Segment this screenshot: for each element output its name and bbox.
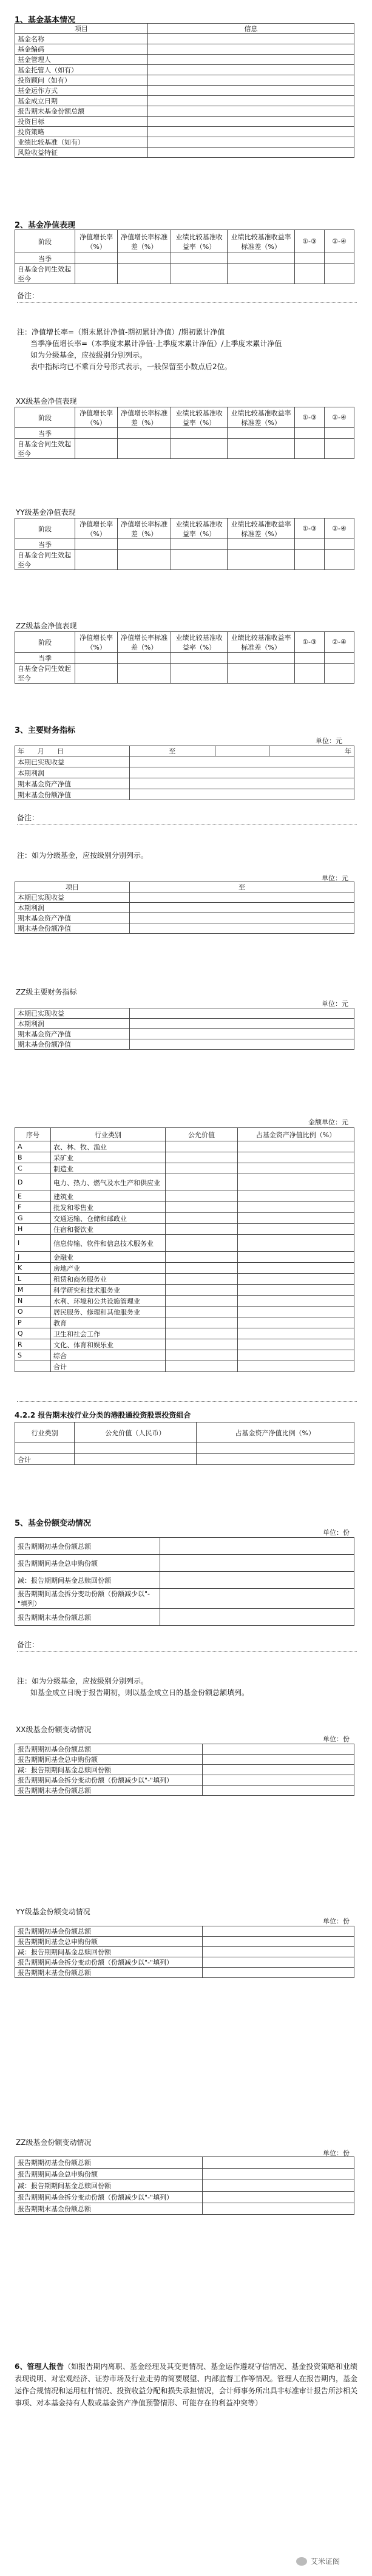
xx-nav-title: XX级基金净值表现 (16, 397, 77, 406)
xx-share-table: 报告期期初基金份额总额 报告期期间基金总申购份额 减：报告期期间基金总赎回份额 报告期期间基金拆分变动份额（份额减少以"-"填列） 报告期期末基金份额总额 (15, 1744, 354, 1796)
note-label: 备注： (17, 814, 39, 822)
zz-share-title: ZZ级基金份额变动情况 (16, 2138, 92, 2147)
row-label: 投资目标 (15, 117, 148, 127)
yy-nav-table: 阶段 净值增长率（%） 净值增长率标准差（%） 业绩比较基准收益率（%） 业绩比较基准收益率标准差（%） ①-③ ②-④ 当季 自基金合同生效起至今 (15, 518, 354, 570)
row-label: 业绩比较基准（如有） (15, 137, 148, 148)
financial-index-table-2: 项目 至 本期已实现收益 本期利润 期末基金资产净值 期末基金份额净值 (15, 882, 354, 934)
basic-info-table (15, 23, 354, 158)
col-diff1: ①-③ (295, 230, 325, 253)
col-growth: 净值增长率（%） (75, 230, 118, 253)
row-label: 本期利润 (15, 767, 130, 778)
section3-title: 3、主要财务指标 (15, 726, 76, 735)
row-label: 投资顾问（如有） (15, 75, 148, 86)
unit-label: 单位：元 (316, 737, 342, 745)
row-label: 基金托管人（如有） (15, 65, 148, 75)
row-label: 投资策略 (15, 127, 148, 137)
row-label: 基金运作方式 (15, 86, 148, 96)
industry-table: 序号 行业类别 公允价值 占基金资产净值比例（%） A 农、林、牧、渔业 B 采矿业 C 制造业 D 电力、热力、燃气及水生产和供应业 E 建筑业 F 批发和零售业 G 交通运输、仓储和邮政业 H 住宿和餐饮业 I 信息传输、软件和信息技术服务业 J 金融业 K 房地产业 L 租赁和商务服务业 M 科学研究和技术服务业 N 水利、环境和公共设施管理业 O 居民服务、修理和其他服务业 P 教育 Q 卫生和社会工作 R 文化、体育和娱乐业 S 综合 合计 (15, 1127, 354, 1372)
row-label: 基金成立日期 (15, 96, 148, 106)
row-label: 风险收益特征 (15, 148, 148, 158)
row-label: 期末基金份额净值 (15, 789, 130, 800)
row-label: 基金编码 (15, 44, 148, 55)
hk-industry-table: 行业类别 公允价值（人民币） 占基金资产净值比例（%） 合计 (15, 1422, 354, 1465)
period-cell: 年 月 日 (15, 746, 130, 756)
row-label: 基金名称 (15, 34, 148, 44)
share-remark: 注：如为分级基金，应按级别分别列示。 如基金成立日晚于报告期初，则以基金成立日的基金份额总额填列。 (17, 1677, 249, 1697)
yy-nav-title: YY级基金净值表现 (16, 508, 76, 517)
zz-financial-table: 本期已实现收益 本期利润 期末基金资产净值 期末基金份额净值 (15, 1008, 354, 1050)
zz-fin-title: ZZ级主要财务指标 (16, 988, 77, 996)
zz-nav-table: 阶段 净值增长率（%） 净值增长率标准差（%） 业绩比较基准收益率（%） 业绩比较基准收益率标准差（%） ①-③ ②-④ 当季 自基金合同生效起至今 (15, 631, 354, 684)
section422-title: 4.2.2 报告期末按行业分类的港股通投资股票投资组合 (15, 1411, 191, 1419)
col-bench: 业绩比较基准收益率（%） (171, 230, 227, 253)
note-label: 备注： (17, 291, 39, 300)
row-label: 期末基金资产净值 (15, 778, 130, 789)
zz-nav-title: ZZ级基金净值表现 (16, 622, 77, 630)
manager-report: 6、管理人报告（如报告期内离职、基金经理及其变更情况、基金运作遵规守信情况、基金投资策略和业绩表现说明、对宏观经济、证券市场及行业走势的简要展望、内部监督工作等情况。管理人在报告期内，基金运作合规情况和运用杠杆情况、投资收益分配和损失承担情况，会计师事务所出具非标准审计报告所涉相关事项、对本基金持有人数或基金资产净值预警情形、可能存在的利益冲突等） (15, 2362, 357, 2407)
row-label: 当季 (15, 253, 75, 264)
watermark: 艾米证阁 (296, 2556, 340, 2566)
share-change-table: 报告期期初基金份额总额 报告期期间基金总申购份额 减：报告期期间基金总赎回份额 报告期期间基金拆分变动份额（份额减少以"-"填列） 报告期期末基金份额总额 (15, 1537, 354, 1626)
col-item: 项目 (15, 24, 148, 34)
col-growth-sd: 净值增长率标准差（%） (118, 230, 171, 253)
section5-title: 5、基金份额变动情况 (15, 1519, 92, 1528)
col-bench-sd: 业绩比较基准收益率标准差（%） (228, 230, 295, 253)
row-label: 自基金合同生效起至今 (15, 264, 75, 284)
section1-title: 1、基金基本情况 (15, 16, 76, 25)
xx-share-title: XX级基金份额变动情况 (16, 1725, 92, 1734)
formula-note: 注：净值增长率=（期末累计净值-期初累计净值）/期初累计净值 当季净值增长率=（本季度末累计净值-上季度末累计净值）/上季度末累计净值 如为分级基金，应按级别分别列示。 表中指标均已不乘百分号形式表示，一般保留至小数点后2位。 (17, 328, 282, 371)
row-label: 本期已实现收益 (15, 756, 130, 767)
xx-nav-table: 阶段 净值增长率（%） 净值增长率标准差（%） 业绩比较基准收益率（%） 业绩比较基准收益率标准差（%） ①-③ ②-④ 当季 自基金合同生效起至今 (15, 407, 354, 459)
wechat-icon (296, 2557, 307, 2566)
yy-share-table: 报告期期初基金份额总额 报告期期间基金总申购份额 减：报告期期间基金总赎回份额 报告期期间基金拆分变动份额（份额减少以"-"填列） 报告期期末基金份额总额 (15, 1926, 354, 1978)
remark: 注：如为分级基金，应按级别分别列示。 (17, 851, 149, 860)
col-diff2: ②-④ (325, 230, 354, 253)
zz-share-table: 报告期期初基金份额总额 报告期期间基金总申购份额 减：报告期期间基金总赎回份额 报告期期间基金拆分变动份额（份额减少以"-"填列） 报告期期末基金份额总额 (15, 2156, 354, 2215)
yy-share-title: YY级基金份额变动情况 (16, 1908, 90, 1916)
row-label: 报告期末基金份额总额 (15, 106, 148, 117)
col-stage: 阶段 (15, 230, 75, 253)
section2-title: 2、基金净值表现 (15, 221, 76, 230)
amount-unit: 金额单位：元 (308, 1118, 348, 1126)
col-info: 信息 (148, 24, 354, 34)
financial-index-table: 年 月 日 至 年 本期已实现收益 本期利润 期末基金资产净值 期末基金份额净值 (15, 746, 354, 800)
row-label: 基金管理人 (15, 55, 148, 65)
nav-performance-table (15, 229, 354, 284)
